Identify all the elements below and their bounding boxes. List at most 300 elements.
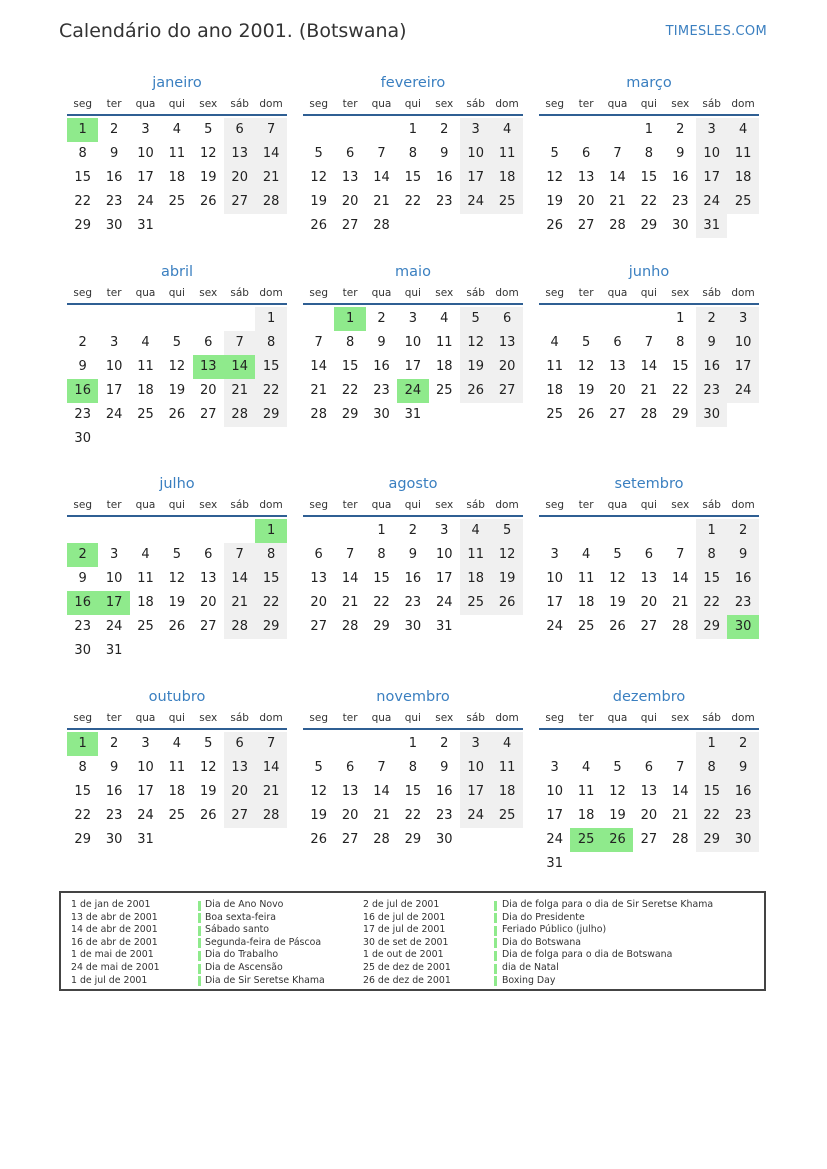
day-cell: 3 [109, 547, 119, 562]
day-cell: 27 [640, 619, 658, 634]
weekday-label: seg [73, 712, 92, 724]
day-cell: 12 [546, 170, 563, 185]
day-cell: 11 [577, 571, 595, 586]
legend-holiday-name: Dia de Sir Seretse Khama [205, 974, 325, 986]
weekday-label: seg [545, 712, 564, 724]
day-cell: 26 [609, 619, 626, 634]
weekday-label: dom [495, 499, 519, 511]
day-cell: 13 [577, 170, 595, 185]
day-cell: 10 [137, 760, 154, 775]
day-cell: 20 [310, 595, 327, 610]
day-grid [303, 732, 523, 876]
legend-marker [198, 951, 201, 961]
day-cell: 3 [550, 760, 559, 775]
day-cell: 12 [200, 760, 217, 775]
day-cell: 21 [373, 808, 390, 823]
day-cell: 13 [609, 359, 626, 374]
day-cell: 15 [74, 170, 91, 185]
weekday-label: ter [106, 712, 122, 724]
day-cell: 25 [546, 407, 563, 422]
day-cell: 5 [491, 519, 522, 543]
day-cell: 4 [460, 519, 491, 543]
weekday-label: dom [495, 712, 519, 724]
weekday-label: ter [342, 499, 358, 511]
day-cell: 8 [78, 760, 87, 775]
legend-holiday-name: Dia do Trabalho [205, 949, 279, 961]
day-cell: 27 [200, 619, 217, 634]
month-name: julho [159, 476, 195, 492]
day-cell: 25 [491, 190, 522, 214]
day-cell: 11 [577, 784, 595, 799]
weekday-header [67, 283, 287, 305]
day-cell: 9 [78, 359, 87, 374]
weekday-label: qua [607, 712, 628, 724]
day-cell: 17 [137, 784, 154, 799]
day-cell: 31 [137, 832, 154, 847]
day-cell: 7 [224, 331, 255, 355]
day-cell: 4 [581, 547, 591, 562]
day-cell: 20 [640, 808, 658, 823]
day-cell: 20 [224, 166, 255, 190]
day-cell: 30 [74, 431, 91, 446]
day-cell: 29 [373, 619, 390, 634]
day-cell: 19 [609, 808, 626, 823]
day-cell: 5 [613, 760, 622, 775]
day-cell: 20 [341, 194, 359, 209]
day-cell: 1 [644, 122, 654, 137]
day-cell: 16 [672, 170, 689, 185]
day-cell: 4 [491, 118, 522, 142]
day-cell: 14 [640, 359, 658, 374]
weekday-label: ter [342, 98, 358, 110]
day-cell: 28 [341, 619, 359, 634]
weekday-label: dom [731, 287, 755, 299]
day-cell: 2 [727, 732, 758, 756]
day-cell: 26 [546, 218, 563, 233]
day-cell: 10 [436, 547, 453, 562]
day-cell: 9 [109, 146, 119, 161]
day-cell: 4 [491, 732, 522, 756]
day-cell: 2 [676, 122, 685, 137]
weekday-label: qui [168, 98, 185, 110]
weekday-label: seg [73, 98, 92, 110]
day-cell: 30 [436, 832, 453, 847]
day-cell: 25 [436, 383, 453, 398]
month-novembro [303, 686, 523, 876]
weekday-label: ter [342, 712, 358, 724]
day-cell: 19 [577, 383, 595, 398]
day-cell: 15 [640, 170, 658, 185]
day-cell: 13 [224, 756, 255, 780]
day-cell: 31 [404, 407, 422, 422]
day-cell: 17 [404, 359, 422, 374]
day-cell: 17 [460, 780, 491, 804]
day-cell: 14 [373, 784, 390, 799]
day-cell: 4 [581, 760, 591, 775]
day-cell: 15 [255, 355, 286, 379]
day-cell: 23 [373, 383, 390, 398]
weekday-label: sáb [466, 499, 485, 511]
day-cell: 7 [345, 547, 355, 562]
legend-marker [494, 964, 497, 974]
day-cell: 12 [460, 331, 491, 355]
day-cell: 11 [491, 756, 522, 780]
day-cell: 19 [200, 784, 217, 799]
day-cell: 10 [696, 142, 727, 166]
day-cell: 12 [310, 170, 327, 185]
day-cell: 29 [255, 615, 286, 639]
month-name: maio [395, 264, 431, 280]
day-cell: 29 [74, 218, 91, 233]
legend-holiday-name: Dia de folga para o dia de Botswana [502, 949, 673, 961]
month-name: janeiro [152, 75, 202, 91]
day-cell: 5 [613, 547, 622, 562]
day-cell: 26 [200, 194, 217, 209]
day-cell: 5 [550, 146, 559, 161]
day-cell: 21 [224, 379, 255, 403]
legend-holiday-name: Boa sexta-feira [205, 911, 277, 923]
day-cell: 14 [310, 359, 327, 374]
day-cell: 5 [581, 335, 591, 350]
month-name: agosto [388, 476, 438, 492]
day-cell: 13 [491, 331, 522, 355]
legend-date: 1 de out de 2001 [363, 949, 444, 961]
day-cell: 28 [609, 218, 626, 233]
day-cell: 30 [404, 619, 422, 634]
day-cell: 18 [137, 595, 154, 610]
day-cell: 6 [204, 547, 213, 562]
legend-marker [198, 926, 201, 936]
day-cell: 27 [224, 804, 255, 828]
day-cell: 20 [640, 595, 658, 610]
day-cell: 16 [436, 784, 453, 799]
day-cell: 14 [609, 170, 626, 185]
day-cell: 21 [672, 595, 689, 610]
day-cell: 30 [373, 407, 390, 422]
day-cell: 21 [672, 808, 689, 823]
weekday-header [303, 94, 523, 116]
legend-holiday-name: Dia de Ascensão [205, 962, 283, 973]
day-cell: 5 [314, 760, 323, 775]
weekday-header [539, 94, 759, 116]
weekday-label: qua [135, 98, 156, 110]
day-cell: 16 [105, 170, 123, 185]
legend-marker [198, 901, 201, 911]
weekday-label: seg [545, 499, 564, 511]
day-cell: 16 [727, 780, 758, 804]
weekday-label: qui [404, 98, 421, 110]
day-cell: 27 [200, 407, 217, 422]
day-cell: 4 [440, 311, 449, 326]
day-cell: 27 [224, 190, 255, 214]
day-cell: 9 [109, 760, 119, 775]
day-cell: 23 [696, 379, 727, 403]
legend-date: 16 de abr de 2001 [71, 936, 158, 948]
day-cell: 9 [377, 335, 386, 350]
day-cell: 21 [224, 591, 255, 615]
weekday-label: seg [545, 98, 564, 110]
month-outubro [67, 686, 287, 876]
day-cell: 23 [436, 808, 453, 823]
month-dezembro [539, 686, 759, 876]
weekday-label: sex [199, 98, 218, 110]
day-cell: 31 [696, 214, 727, 238]
legend-holiday-name: Dia de Ano Novo [205, 899, 284, 910]
day-cell: 22 [640, 194, 658, 209]
day-cell: 23 [727, 804, 758, 828]
day-cell: 21 [373, 194, 390, 209]
day-cell: 22 [74, 808, 91, 823]
day-cell: 28 [310, 407, 327, 422]
day-grid [67, 307, 287, 451]
day-cell: 24 [137, 808, 154, 823]
holiday-day: 1 [255, 519, 286, 543]
day-cell: 24 [436, 595, 453, 610]
holiday-day: 16 [67, 591, 98, 615]
day-cell: 11 [436, 335, 453, 350]
weekday-label: dom [731, 98, 755, 110]
month-setembro [539, 473, 759, 663]
weekday-label: seg [309, 499, 328, 511]
day-cell: 22 [255, 379, 286, 403]
day-cell: 1 [696, 519, 727, 543]
day-cell: 22 [696, 591, 727, 615]
day-cell: 24 [727, 379, 758, 403]
day-cell: 6 [314, 547, 323, 562]
day-cell: 9 [408, 547, 418, 562]
weekday-label: seg [309, 287, 328, 299]
day-cell: 28 [255, 190, 286, 214]
page-title: Calendário do ano 2001. (Botswana) [59, 20, 407, 42]
day-cell: 27 [640, 832, 658, 847]
day-cell: 29 [341, 407, 359, 422]
weekday-label: ter [106, 287, 122, 299]
day-cell: 8 [696, 756, 727, 780]
day-cell: 2 [109, 122, 119, 137]
day-cell: 10 [546, 571, 563, 586]
weekday-label: qua [135, 499, 156, 511]
day-cell: 5 [204, 122, 213, 137]
weekday-header [303, 708, 523, 730]
weekday-label: sex [435, 499, 454, 511]
day-cell: 26 [577, 407, 595, 422]
weekday-label: sáb [230, 499, 249, 511]
day-cell: 26 [491, 591, 522, 615]
day-grid [303, 307, 523, 451]
weekday-label: qui [404, 287, 421, 299]
legend-date: 25 de dez de 2001 [363, 962, 451, 973]
holiday-day: 30 [727, 615, 758, 639]
weekday-label: sex [671, 712, 690, 724]
day-cell: 18 [436, 359, 453, 374]
day-cell: 23 [74, 407, 91, 422]
day-cell: 6 [581, 146, 591, 161]
day-cell: 1 [255, 307, 286, 331]
day-cell: 21 [255, 166, 286, 190]
day-cell: 2 [408, 523, 418, 538]
day-cell: 17 [546, 808, 563, 823]
legend-date: 17 de jul de 2001 [363, 924, 446, 936]
day-cell: 28 [255, 804, 286, 828]
weekday-label: sáb [230, 287, 249, 299]
weekday-label: dom [731, 499, 755, 511]
day-cell: 22 [255, 591, 286, 615]
day-cell: 6 [613, 335, 622, 350]
day-cell: 3 [440, 523, 449, 538]
day-cell: 9 [727, 756, 758, 780]
day-cell: 18 [546, 383, 563, 398]
day-cell: 7 [676, 760, 685, 775]
day-cell: 27 [577, 218, 595, 233]
day-cell: 7 [676, 547, 685, 562]
month-julho [67, 473, 287, 663]
day-cell: 15 [404, 170, 422, 185]
legend-marker [494, 926, 497, 936]
weekday-header [303, 283, 523, 305]
weekday-label: sex [671, 499, 690, 511]
day-cell: 12 [310, 784, 327, 799]
day-cell: 14 [672, 571, 689, 586]
day-cell: 15 [341, 359, 359, 374]
day-cell: 19 [609, 595, 626, 610]
day-cell: 10 [727, 331, 758, 355]
day-cell: 23 [672, 194, 689, 209]
day-cell: 11 [546, 359, 563, 374]
day-cell: 3 [141, 736, 150, 751]
day-cell: 15 [696, 780, 727, 804]
day-cell: 31 [137, 218, 154, 233]
day-cell: 8 [345, 335, 355, 350]
legend-holiday-name: dia de Natal [502, 962, 559, 973]
weekday-label: qua [607, 98, 628, 110]
day-cell: 29 [640, 218, 658, 233]
month-name: fevereiro [380, 75, 446, 91]
day-cell: 22 [672, 383, 689, 398]
weekday-label: sáb [466, 287, 485, 299]
day-cell: 29 [74, 832, 91, 847]
day-cell: 26 [168, 619, 186, 634]
day-cell: 13 [341, 784, 359, 799]
weekday-label: ter [578, 287, 594, 299]
day-cell: 10 [546, 784, 563, 799]
day-cell: 9 [440, 146, 449, 161]
day-cell: 25 [491, 804, 522, 828]
holiday-legend [59, 891, 766, 991]
weekday-label: sex [199, 287, 218, 299]
day-cell: 23 [404, 595, 422, 610]
day-cell: 10 [404, 335, 422, 350]
day-cell: 20 [577, 194, 595, 209]
day-cell: 7 [255, 118, 286, 142]
legend-marker [494, 913, 497, 923]
day-cell: 19 [200, 170, 217, 185]
weekday-label: seg [73, 499, 92, 511]
day-cell: 18 [491, 780, 522, 804]
weekday-label: qua [607, 287, 628, 299]
weekday-label: dom [259, 98, 283, 110]
day-cell: 18 [460, 567, 491, 591]
weekday-label: seg [309, 98, 328, 110]
day-cell: 10 [105, 359, 123, 374]
weekday-label: sex [671, 98, 690, 110]
month-name: novembro [376, 689, 450, 705]
day-cell: 19 [168, 383, 186, 398]
day-cell: 30 [696, 403, 727, 427]
month-name: junho [628, 264, 670, 280]
day-cell: 12 [609, 571, 626, 586]
legend-date: 14 de abr de 2001 [71, 924, 158, 936]
brand-link[interactable]: TIMESLES.COM [665, 24, 767, 39]
day-cell: 24 [137, 194, 154, 209]
day-cell: 1 [377, 523, 386, 538]
day-cell: 27 [310, 619, 327, 634]
day-cell: 8 [255, 543, 286, 567]
day-cell: 1 [408, 736, 418, 751]
weekday-label: qua [371, 712, 392, 724]
legend-date: 24 de mai de 2001 [71, 962, 160, 973]
day-cell: 24 [546, 832, 563, 847]
day-cell: 18 [168, 170, 186, 185]
weekday-label: dom [495, 98, 519, 110]
day-cell: 10 [105, 571, 123, 586]
day-cell: 21 [609, 194, 626, 209]
day-cell: 20 [200, 383, 217, 398]
weekday-header [539, 283, 759, 305]
day-cell: 28 [224, 403, 255, 427]
legend-holiday-name: Sábado santo [205, 924, 270, 936]
day-cell: 5 [460, 307, 491, 331]
weekday-label: qui [168, 499, 185, 511]
day-cell: 8 [78, 146, 87, 161]
weekday-label: dom [259, 499, 283, 511]
day-cell: 11 [491, 142, 522, 166]
weekday-label: qui [404, 712, 421, 724]
legend-date: 16 de jul de 2001 [363, 911, 446, 923]
month-abril [67, 261, 287, 451]
day-cell: 28 [224, 615, 255, 639]
day-cell: 26 [200, 808, 217, 823]
legend-date: 30 de set de 2001 [363, 936, 449, 948]
legend-date: 1 de mai de 2001 [71, 949, 154, 961]
day-cell: 17 [105, 383, 123, 398]
day-cell: 8 [408, 760, 418, 775]
day-cell: 4 [172, 122, 182, 137]
legend-marker [494, 976, 497, 986]
day-cell: 28 [672, 619, 689, 634]
day-cell: 22 [341, 383, 359, 398]
day-cell: 25 [168, 808, 186, 823]
weekday-label: dom [731, 712, 755, 724]
day-cell: 2 [440, 736, 449, 751]
holiday-day: 1 [67, 732, 98, 756]
day-cell: 11 [168, 146, 186, 161]
legend-marker [494, 901, 497, 911]
legend-marker [494, 938, 497, 948]
day-cell: 2 [440, 122, 449, 137]
weekday-label: sáb [702, 499, 721, 511]
holiday-day: 13 [193, 355, 224, 379]
day-cell: 24 [105, 407, 123, 422]
day-cell: 20 [609, 383, 626, 398]
day-cell: 6 [644, 547, 654, 562]
day-cell: 9 [440, 760, 449, 775]
day-grid [539, 732, 759, 876]
month-maio [303, 261, 523, 451]
day-cell: 15 [373, 571, 390, 586]
day-cell: 27 [341, 218, 359, 233]
day-cell: 31 [436, 619, 453, 634]
day-cell: 2 [377, 311, 386, 326]
